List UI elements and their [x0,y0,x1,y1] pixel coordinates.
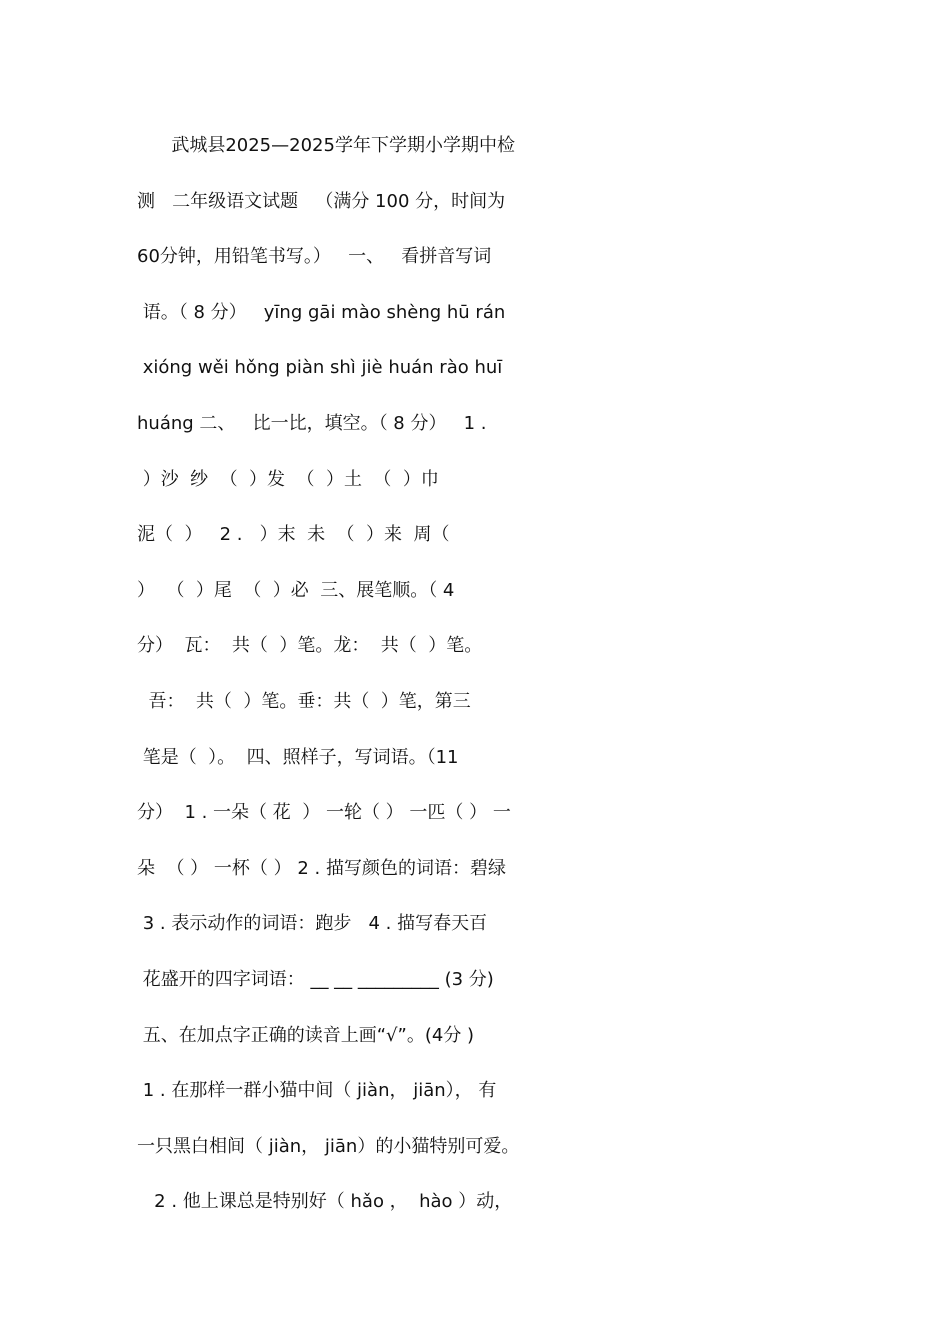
text-line: 分） 1 . 一朵（ 花 ） 一轮（ ） 一匹（ ） 一 [137,802,511,824]
text-line: 朵 （ ） 一杯（ ） 2 . 描写颜色的词语：碧绿 [137,857,506,879]
text-line: 分） 瓦： 共（ ）笔。龙： 共（ ）笔。 [137,635,483,657]
text-line: ） （ ）尾 （ ）必 三、展笔顺。（ 4 [137,579,455,601]
text-line: 吾： 共（ ）笔。垂：共（ ）笔，第三 [137,691,471,712]
text-line: 五、在加点字正确的读音上画“√”。(4分 ) [137,1024,475,1046]
text-line: 1 . 在那样一群小猫中间（ jiàn， jiān）， 有 [137,1080,497,1102]
text-line: xióng wěi hǒng piàn shì jiè huán rào huī [137,357,503,379]
text-line: 2 . 他上课总是特别好（ hǎo ， hào ）动， [137,1191,513,1213]
text-line: 泥（ ） 2 . ）末 未 （ ）来 周（ [137,524,450,546]
text-line: 一只黑白相间（ jiàn， jiān）的小猫特别可爱。 [137,1135,520,1157]
text-line: ）沙 纱 （ ）发 （ ）土 （ ）巾 [137,468,439,490]
text-line: 笔是（ ）。 四、照样子，写词语。（11 [137,746,459,768]
text-line: 3 . 表示动作的词语：跑步 4 . 描写春天百 [137,913,488,935]
text-line: 武城县2025—2025学年下学期小学期中检 [137,135,515,156]
text-line: 花盛开的四字词语： __ __ _________ (3 分) [137,969,494,990]
text-line: 60分钟，用铅笔书写。） 一、 看拼音写词 [137,246,492,268]
text-line: 测 二年级语文试题 （满分 100 分，时间为 [137,190,506,212]
text-line: huáng 二、 比一比，填空。（ 8 分） 1 . [137,413,487,434]
text-line: 语。（ 8 分） yīng gāi mào shèng hū rán [137,301,506,323]
